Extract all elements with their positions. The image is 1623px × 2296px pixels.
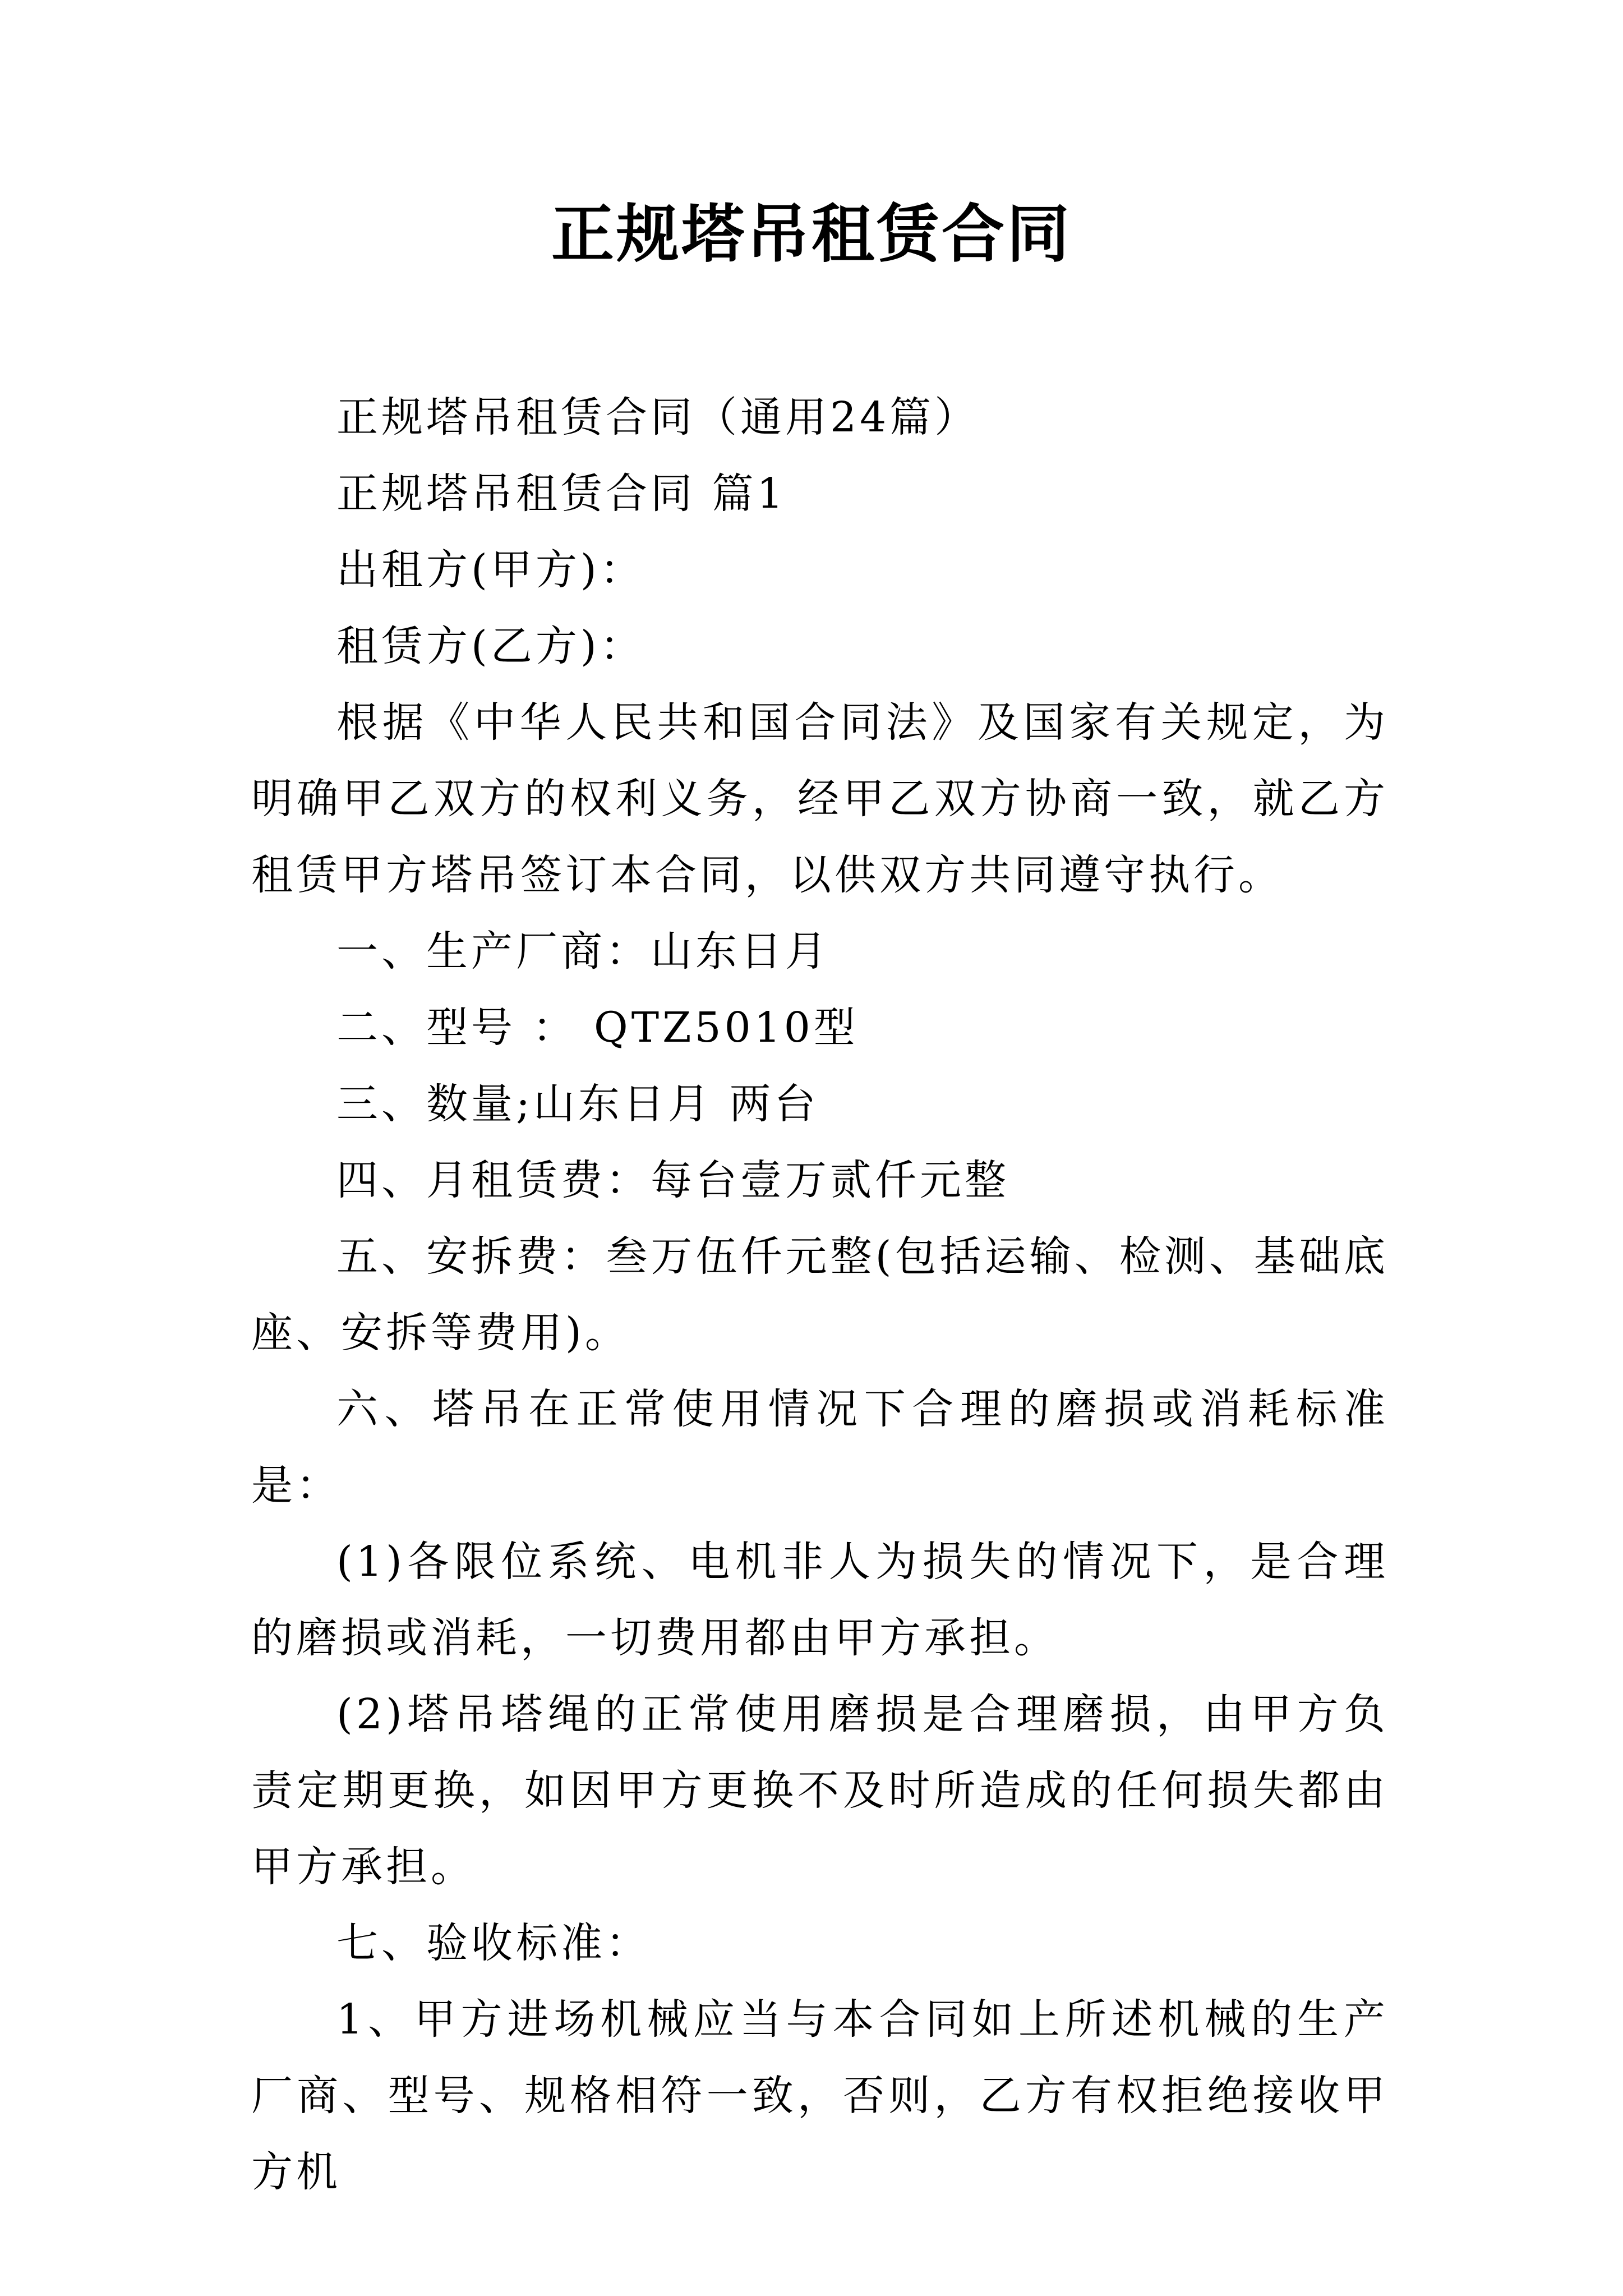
paragraph: (2)塔吊塔绳的正常使用磨损是合理磨损，由甲方负责定期更换，如因甲方更换不及时所造成的任何损失都由甲方承担。: [251, 1690, 1389, 1891]
paragraph: 根据《中华人民共和国合同法》及国家有关规定，为明确甲乙双方的权利义务，经甲乙双方协商一致，就乙方租赁甲方塔吊签订本合同，以供双方共同遵守执行。: [251, 698, 1389, 899]
paragraph: 六、塔吊在正常使用情况下合理的磨损或消耗标准是：: [251, 1385, 1389, 1510]
document-title: 正规塔吊租赁合同: [551, 197, 1072, 271]
paragraph: 七、验收标准：: [336, 1919, 651, 1967]
paragraph: 出租方(甲方)：: [336, 546, 645, 594]
paragraph: 五、安拆费：叁万伍仟元整(包括运输、检测、基础底座、安拆等费用)。: [251, 1232, 1389, 1357]
paragraph: (1)各限位系统、电机非人为损失的情况下，是合理的磨损或消耗，一切费用都由甲方承担。: [251, 1538, 1389, 1662]
paragraph: 正规塔吊租赁合同（通用24篇）: [336, 393, 980, 441]
paragraph: 1、甲方进场机械应当与本合同如上所述机械的生产厂商、型号、规格相符一致，否则，乙方有权拒绝接收甲方机: [251, 1995, 1389, 2196]
paragraph: 一、生产厂商：山东日月: [336, 927, 830, 976]
paragraph: 三、数量;山东日月 两台: [336, 1080, 819, 1128]
paragraph: 正规塔吊租赁合同 篇1: [336, 470, 787, 518]
paragraph: 租赁方(乙方)：: [336, 622, 645, 670]
paragraph: 二、型号 ： QTZ5010型: [336, 1004, 859, 1052]
paragraph: 四、月租赁费：每台壹万贰仟元整: [336, 1156, 1009, 1204]
document-body: [251, 379, 1389, 2210]
